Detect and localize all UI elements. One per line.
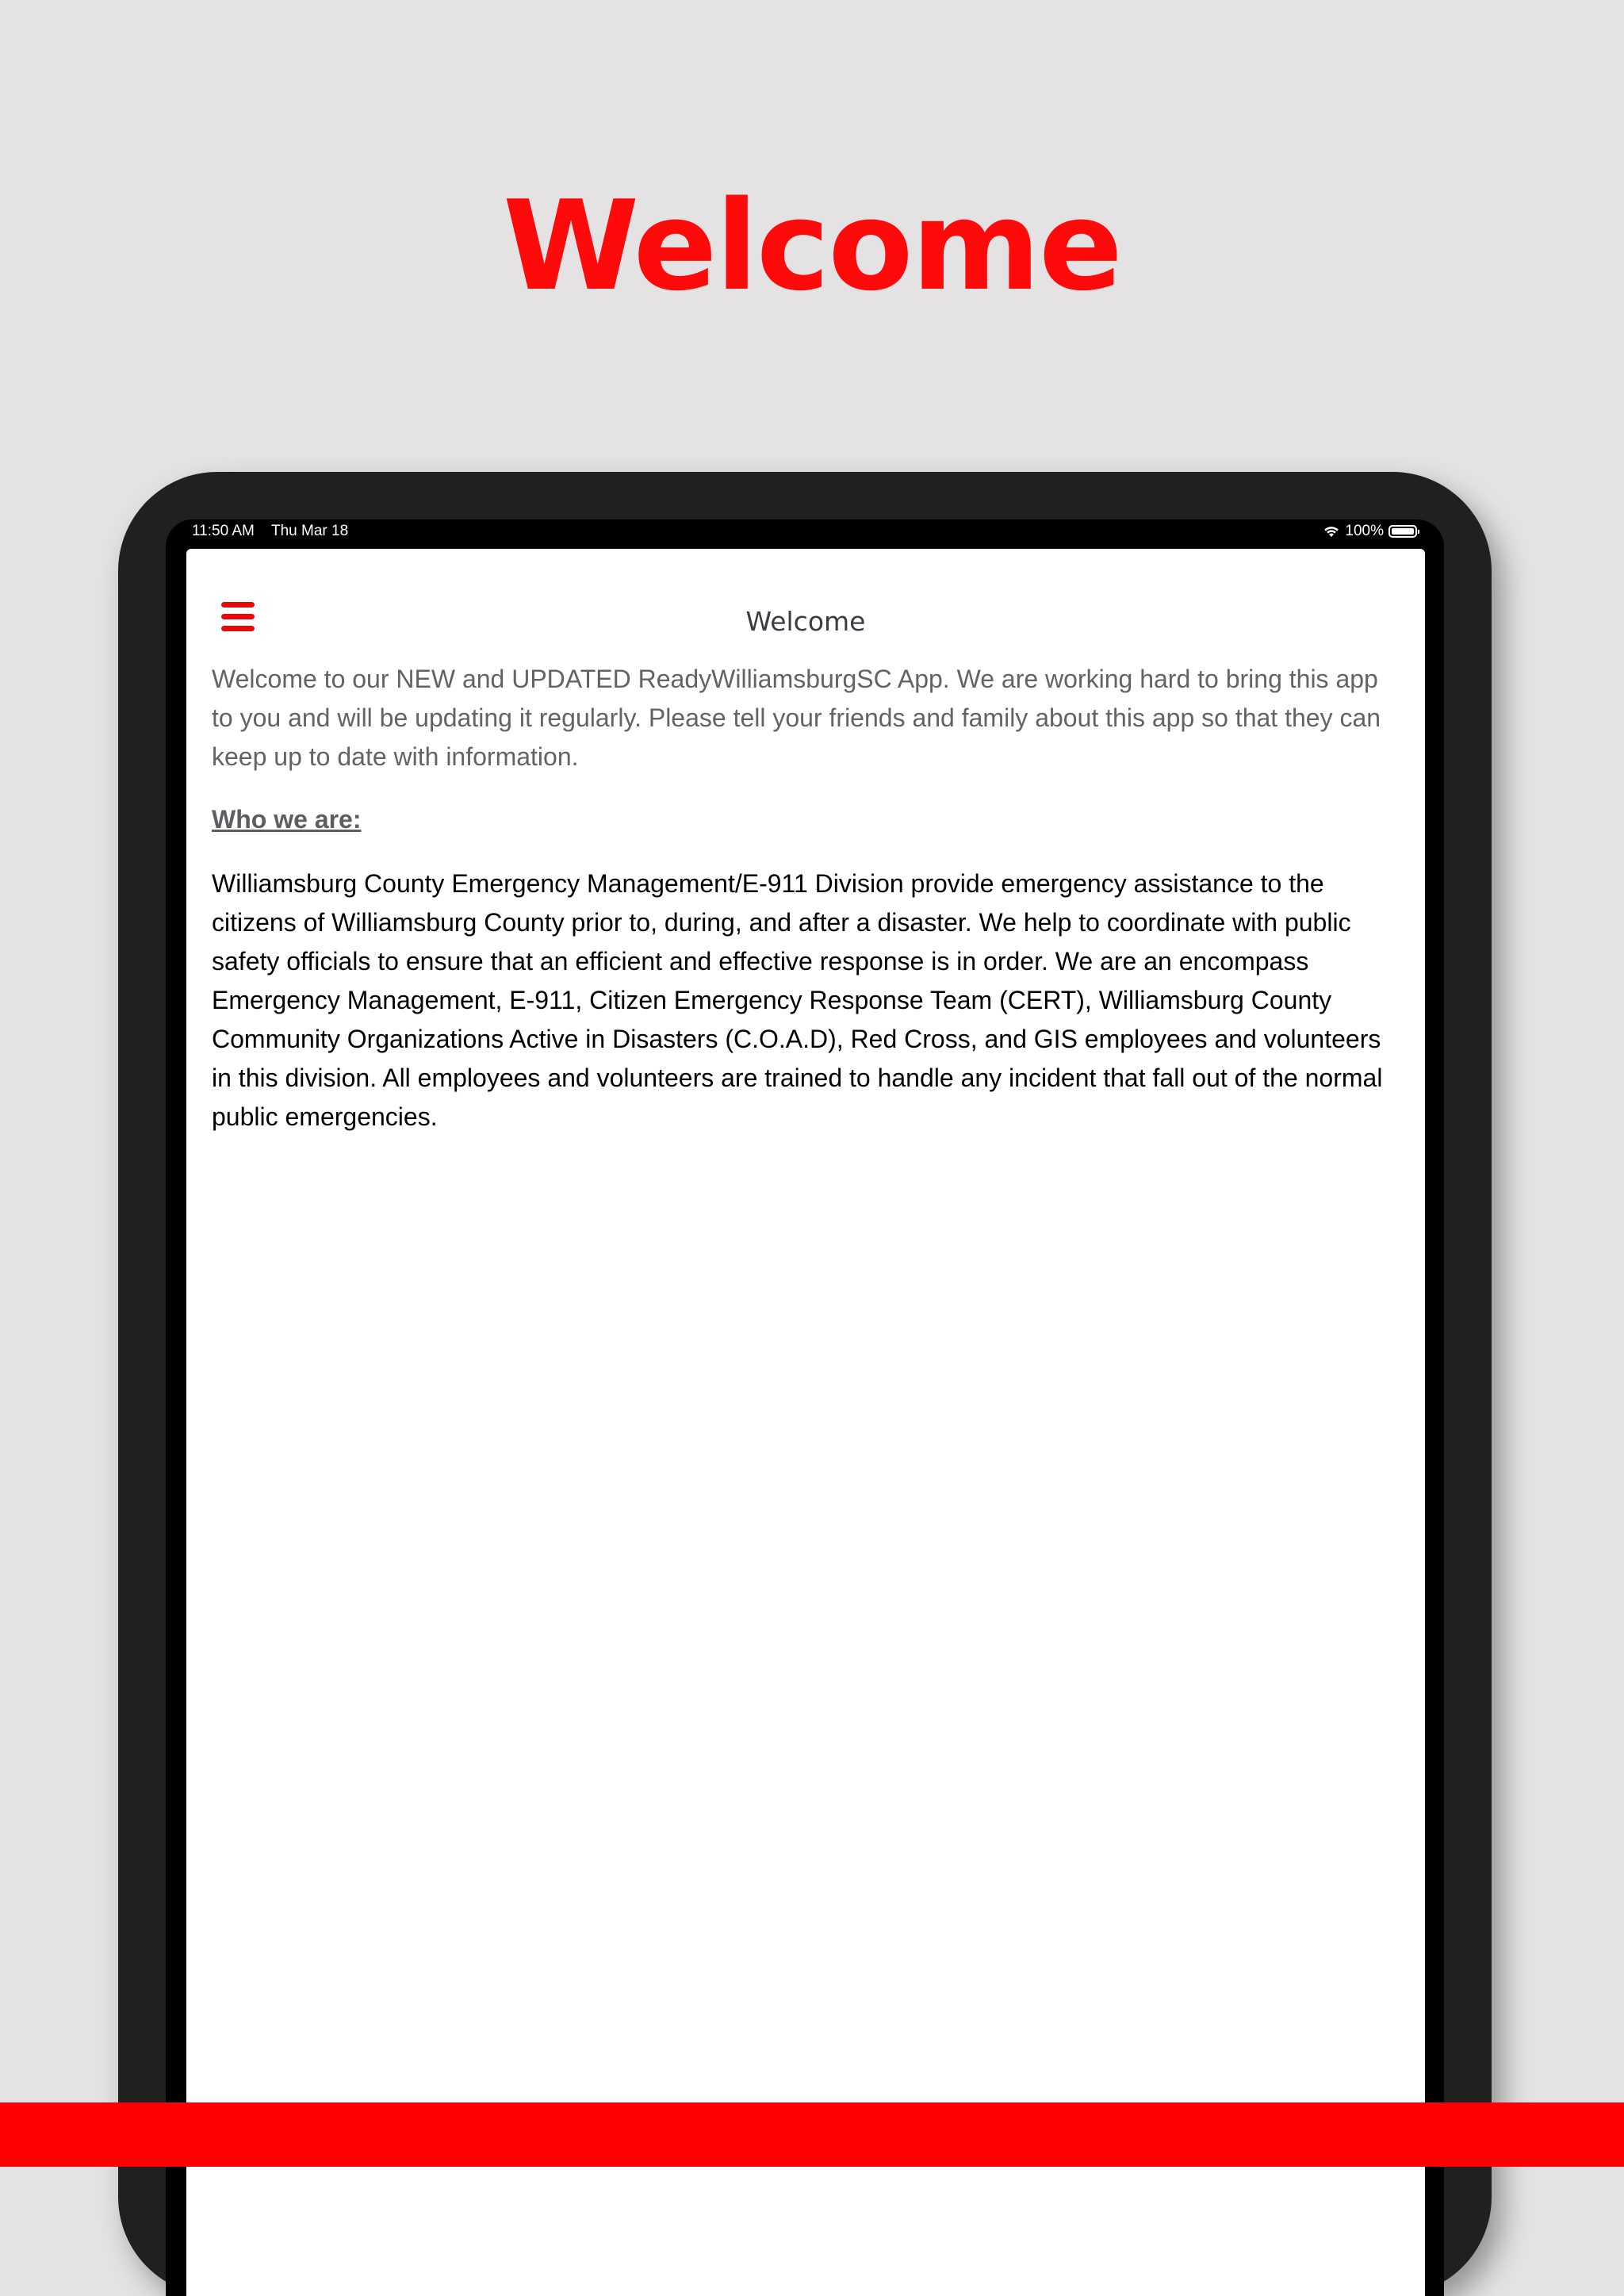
battery-icon: [1388, 525, 1417, 538]
wifi-icon: [1323, 525, 1340, 538]
tablet-frame: [118, 472, 1492, 2296]
status-time: 11:50 AM: [192, 523, 255, 539]
status-date: Thu Mar 18: [271, 523, 349, 539]
section-heading-who-we-are: Who we are:: [212, 805, 362, 834]
bottom-accent-bar: [0, 2102, 1624, 2167]
welcome-content: [212, 660, 1401, 1137]
banner-title: Welcome: [503, 174, 1121, 318]
nav-title: Welcome: [745, 606, 866, 637]
about-paragraph: Williamsburg County Emergency Management/E-911 Division provide emergency assistance to the citizens of Williamsburg County prior to, during, and after a disaster. We help to coordinate with public safety officials to ensure that an efficient and effective response is in order. We are an encompass Emergency Management, E-911, Citizen Emergency Response Team (CERT), Williamsburg County Community Organizations Active in Disasters (C.O.A.D), Red Cross, and GIS employees and volunteers in this division. All employees and volunteers are trained to handle any incident that fall out of the normal public emergencies.: [212, 869, 1383, 1131]
navigation-bar: [186, 549, 1425, 636]
intro-paragraph: Welcome to our NEW and UPDATED ReadyWilliamsburgSC App. We are working hard to bring this app to you and will be updating it regularly. Please tell your friends and family about this app so that they can keep up to date with information.: [212, 665, 1381, 771]
battery-percentage: 100%: [1345, 523, 1384, 539]
status-indicators: [1323, 523, 1417, 540]
tablet-screen: [166, 519, 1444, 2296]
status-bar: [166, 519, 1444, 548]
app-view: [186, 549, 1425, 2296]
